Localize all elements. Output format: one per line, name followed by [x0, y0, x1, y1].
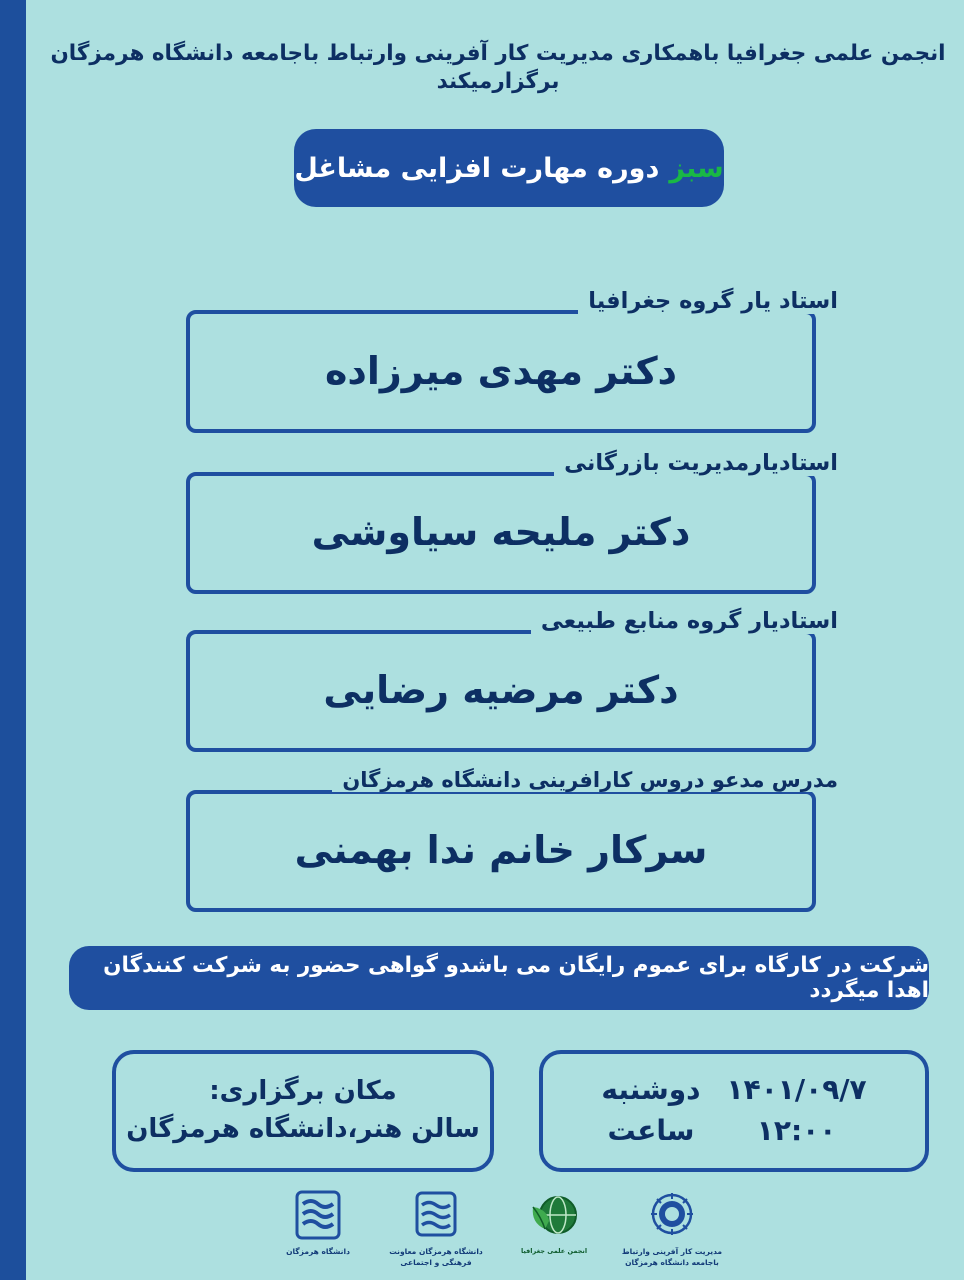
title-highlight-word: سبز [669, 152, 724, 184]
green-globe-logo [502, 1188, 606, 1256]
speaker-name-1: دکتر مهدی میرزاده [324, 348, 678, 393]
free-participation-notice [69, 946, 929, 1010]
venue-info-box [112, 1050, 494, 1172]
globe-leaf-icon [525, 1188, 583, 1244]
deputy-crest-icon [413, 1188, 459, 1244]
speaker-name-box-2 [186, 472, 816, 594]
event-day-label: دوشنبه [601, 1073, 701, 1107]
cultural-social-deputy-caption: دانشگاه هرمزگان معاونت فرهنگی و اجتماعی [389, 1247, 483, 1267]
speaker-name-2: دکتر ملیحه سیاوشی [311, 510, 691, 555]
hormozgan-university-logo [266, 1188, 370, 1258]
venue-label: مکان برگزاری: [209, 1076, 397, 1107]
venue-value: سالن هنر،دانشگاه هرمزگان [126, 1114, 480, 1144]
university-crest-icon [293, 1188, 343, 1244]
speaker-name-box-4 [186, 790, 816, 912]
entrepreneurship-emblem-icon [646, 1188, 698, 1244]
poster-header-text: انجمن علمی جغرافیا باهمکاری مدیریت کار آفرینی وارتباط باجامعه دانشگاه هرمزگان برگزارمیکند [50, 41, 946, 94]
datetime-values-column [727, 1070, 867, 1151]
logo-strip [26, 1188, 964, 1269]
event-date: ۱۴۰۱/۰۹/۷ [726, 1073, 867, 1107]
event-time: ۱۲:۰۰ [756, 1114, 837, 1147]
green-globe-caption: انجمن علمی جغرافیا [520, 1247, 588, 1255]
notice-text: شرکت در کارگاه برای عموم رایگان می باشدو گواهی حضور به شرکت کنندگان اهدا میگردد [103, 953, 929, 1003]
datetime-info-box [539, 1050, 929, 1172]
poster-body [26, 0, 964, 1280]
poster-title-banner [294, 129, 724, 207]
datetime-labels-column [601, 1070, 700, 1151]
left-decorative-stripe [0, 0, 26, 1280]
speaker-name-4: سرکار خانم ندا بهمنی [294, 828, 708, 873]
speaker-name-box-1 [186, 310, 816, 433]
entrepreneurship-management-caption: مدیریت کار آفرینی وارتباط باجامعه دانشگاه هرمزگان [621, 1247, 723, 1267]
speaker-role-2: استادیارمدیریت بازرگانی [554, 450, 844, 476]
event-time-label: ساعت [607, 1114, 695, 1147]
speaker-name-box-3 [186, 630, 816, 752]
speaker-role-1: استاد یار گروه جغرافیا [578, 288, 844, 314]
entrepreneurship-management-logo [620, 1188, 724, 1269]
speaker-role-3: استادیار گروه منابع طبیعی [531, 608, 844, 634]
title-main-text: دوره مهارت افزایی مشاغل [294, 152, 660, 184]
cultural-social-deputy-logo [384, 1188, 488, 1269]
speaker-role-4: مدرس مدعو دروس کارافرینی دانشگاه هرمزگان [332, 768, 844, 792]
speaker-name-3: دکتر مرضیه رضایی [323, 668, 679, 713]
hormozgan-university-caption: دانشگاه هرمزگان [286, 1247, 350, 1256]
